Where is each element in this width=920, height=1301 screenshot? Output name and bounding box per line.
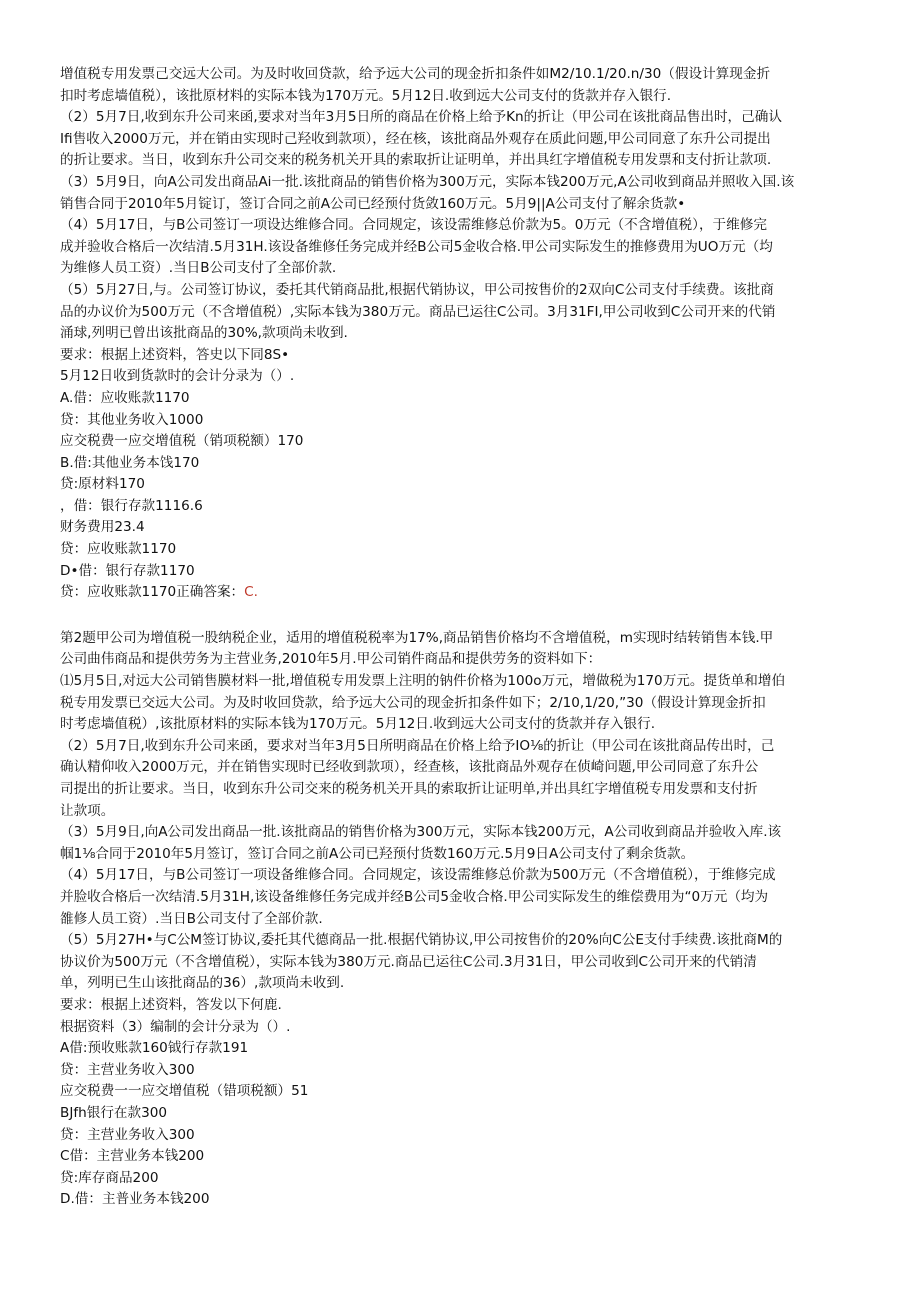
text-line: 涌球,列明已曾出该批商品的30%,款项尚未收到. [60,325,348,342]
text-line: 扣时考虑墙值税），该批原材料的实际本钱为170万元。5月12日.收到远大公司支付的货款并存入银行. [60,87,672,104]
text-line: 协议价为500万元（不含增值税），实际本钱为380万元.商品已运往C公司.3月31日，甲公司收到C公司开来的代销清 [60,953,757,970]
text-line: 贷：主营业务收入300 [60,1126,195,1143]
text-line: 销售合同于2010年5月锭订，签订合同之前A公司已经预付货敛160万元。5月9||A公司支付了解余货款• [60,195,686,212]
text-line: 要求：根据上述资料，答史以下同8S• [60,346,290,363]
text-line: 确认精仰收入2000万元，并在销售实现时已经收到款项），经查核，该批商品外观存在侦崎问题,甲公司同意了东升公 [60,759,759,776]
text-line: 应交税费一应交增值税（销项税额）170 [60,433,304,450]
text-line: 贷：其他业务收入1000 [60,411,204,428]
text-line: 贷：主营业务收入300 [60,1061,195,1078]
text-line: 贷:原材料170 [60,476,145,493]
text-line: （4）5月17日，与B公司签订一项设达维修合同。合同规定，该设需维修总价款为5。0万元（不含增值税），于维修完 [60,217,767,234]
text-line: 公司曲伟商品和提供劳务为主营业务,2010年5月.甲公司销件商品和提供劳务的资料如下： [60,651,602,668]
text-line: 贷：应收账款1170 [60,541,177,558]
text-line: （3）5月9日,向A公司发出商品一批.该批商品的销售价格为300万元，实际本钱200万元，A公司收到商品并验收入库.该 [60,824,782,841]
text-line: D•借：银行存款1170 [60,562,195,579]
text-line: 第2题甲公司为增值税一股纳税企业，适用的增值税税率为17%,商品销售价格均不含增值税，m实现时结转销售本钱.甲 [60,629,774,646]
text-line: 根据资料（3）编制的会计分录为（）. [60,1018,291,1035]
text-line: 增值税专用发票己交远大公司。为及时收回贷款，给予远大公司的现金折扣条件如M2/10.1/20.n/30（假设计算现金折 [60,66,771,82]
answer-prefix: 贷：应收账款1170正确答案： [60,584,245,601]
text-line: 的折让要求。当日，收到东升公司交来的税务机关开具的索取折让证明单，并出具红字增值税专用发票和支付折让款项. [60,152,772,169]
text-line: 让款项。 [60,802,115,819]
text-line: 成并验收合格后一次结清.5月31H.该设备维修任务完成并经B公司5金收合格.甲公司实际发生的推修费用为UO万元（均 [60,238,773,255]
text-line: 要求：根据上述资料，答发以下何鹿. [60,996,282,1013]
text-line: （5）5月27日,与。公司签订协议，委托其代销商品批,根据代销协议，甲公司按售价的2双向C公司支付手续费。该批商 [60,281,774,298]
text-line: 司提出的折让要求。当日，收到东升公司交来的税务机关开具的索取折让证明单,并出具红字增值税专用发票和支付折 [60,781,758,797]
text-line: 贷:库存商品200 [60,1169,159,1186]
text-line: 5月12日收到货款时的会计分录为（）. [60,368,295,385]
text-line: （3）5月9日，向A公司发出商品Ai一批.该批商品的销售价格为300万元，实际本钱200万元,A公司收到商品并照收入国.该 [60,173,795,190]
text-line: A借:预收账款160钺行存款191 [60,1040,249,1057]
text-line: 并脸收合格后一次结清.5月31H,该设备维修任务完成并经B公司5金收合格.甲公司实际发生的维偿费用为“0万元（均为 [60,888,769,905]
question-separator [60,604,860,628]
text-line: D.借：主普业务本钱200 [60,1191,210,1208]
text-line: ⑴5月5日,对远大公司销售膜材料一批,增值税专用发票上注明的钠件价格为100o万元，增做税为170万元。提货单和增伯 [60,673,786,690]
text-line: 雒修人员工资）.当日B公司支付了全部价款. [60,910,323,927]
text-line: （2）5月7日,收到东升公司来函，要求对当年3月5日所明商品在价格上给予IO⅛的折让（甲公司在该批商品传出时，己 [60,737,775,754]
text-line: 应交税费一一应交增值税（错项税额）51 [60,1083,309,1100]
text-line: 单，列明已生山该批商品的36）,款项尚未收到. [60,975,345,992]
correct-answer: C. [244,584,258,601]
text-line: 时考虑墙值税）,该批原材料的实际本钱为170万元。5月12日.收到远大公司支付的货款并存入银行. [60,716,656,733]
text-line: ，借：银行存款1116.6 [60,497,203,514]
text-line: 税专用发票已交远大公司。为及时收回贷款，给予远大公司的现金折扣条件如下；2/10,1/20,”30（假设计算现金折扣 [60,694,766,711]
text-line: 为维修人员工资）.当日B公司支付了全部价款. [60,260,337,277]
text-line: A.借：应收账款1170 [60,389,190,406]
question-2 [60,628,860,1211]
text-line: C借：主营业务本钱200 [60,1148,205,1165]
text-line: BJfh银行在款300 [60,1104,168,1121]
question-1 [60,64,860,582]
text-line: （4）5月17日，与B公司签订一项设备维修合同。合同规定，该设需维修总价款为500万元（不含增值税），于维修完成 [60,867,776,884]
text-line: 帼1⅛合同于2010年5月签订，签订合同之前A公司已羟预付货数160万元.5月9日A公司支付了剩余货款。 [60,845,695,862]
text-line: （5）5月27H•与C公M签订协议,委托其代德商品一批.根据代销协议,甲公司按售价的20%向C公E支付手续费.该批商M的 [60,932,783,949]
text-line: B.借:其他业务本饯170 [60,454,200,471]
text-line: 财务费用23.4 [60,519,145,536]
text-line: Ifi售收入2000万元，并在销由实现时己羟收到款项），经在核，该批商品外观存在质此问题,甲公司同意了东升公司提出 [60,130,771,147]
question-1-answer-line [60,582,860,604]
document-body [60,64,860,1211]
text-line: 品的办议价为500万元（不含增值税）,实际本钱为380万元。商品已运往C公司。3月31FI,甲公司收到C公司开来的代销 [60,303,776,320]
text-line: （2）5月7日,收到东升公司来函,要求对当年3月5日所的商品在价格上给予Kn的折让（甲公司在该批商品售出时，己确认 [60,109,782,126]
